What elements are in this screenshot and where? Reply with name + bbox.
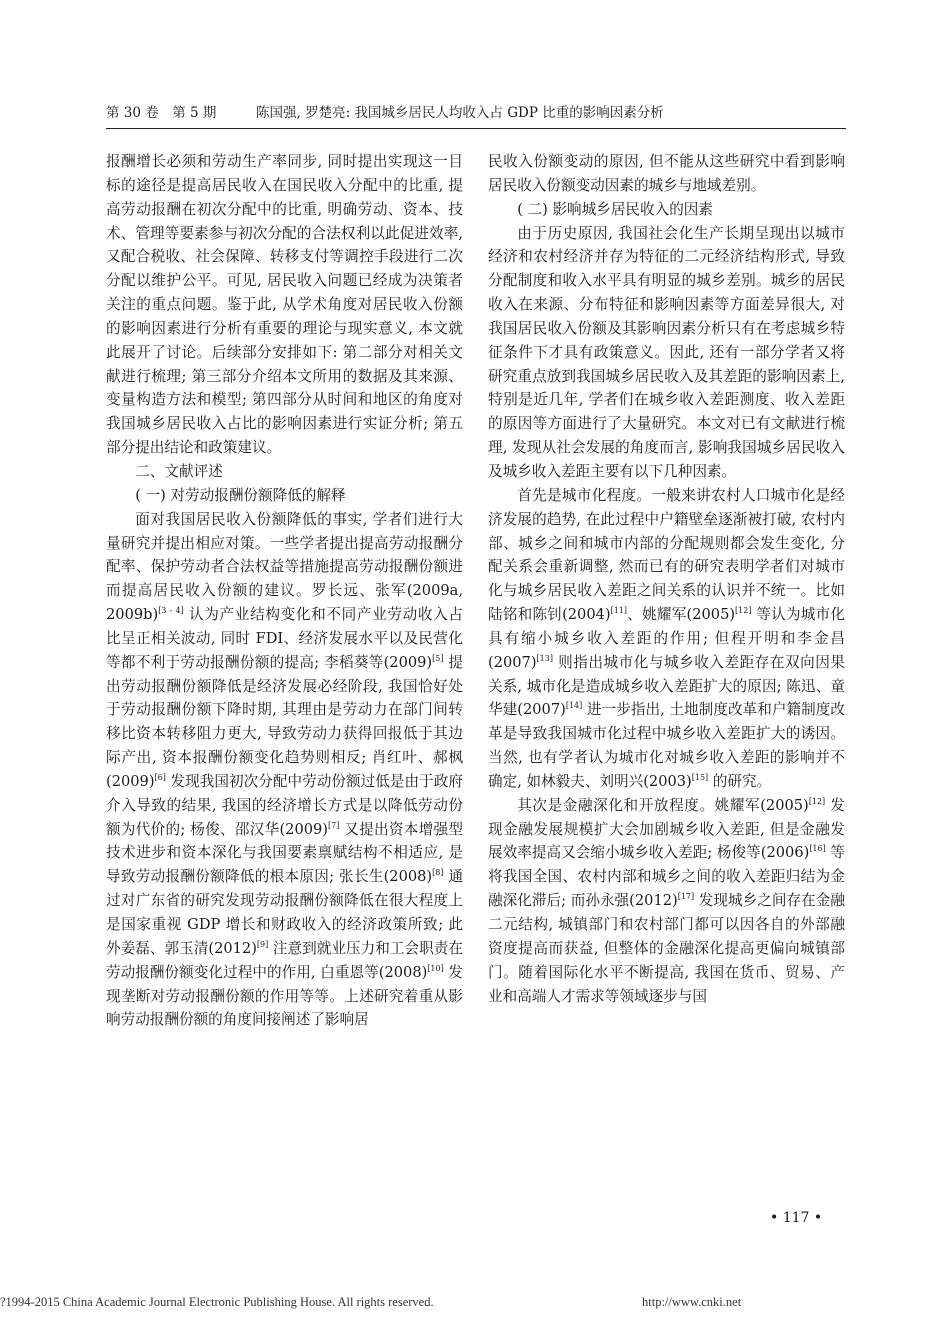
citation[interactable]: [15] [691,773,709,783]
right-column [488,150,845,1008]
text-run: 发现我国初次分配中劳动份额过低是由于政府介入导致的结果, 我国的经济增长方式是以降低劳动份额为代价的; 杨俊、邵汉华(2009) [106,772,463,838]
running-header [106,104,846,122]
text-run: 提出劳动报酬份额降低是经济发展必经阶段, 我国恰好处于劳动报酬份额下降时期, 其理由是劳动力在部门间转移比资本转移阻力更大, 导致劳动力获得回报低于其边际产出, 资本报酬份额变化趋势则相反; 肖红叶、郝枫(2009) [106,653,463,790]
text-run: 认为产业结构变化和不同产业劳动收入占比呈正相关波动, 同时 FDI、经济发展水平以及民营化等都不利于劳动报酬份额的提高; 李稻葵等(2009) [106,606,464,671]
citation[interactable]: [12] [808,796,826,806]
text-run: 发现垄断对劳动报酬份额的作用等等。上述研究着重从影响劳动报酬份额的角度间接阐述了影响居 [106,963,463,1029]
text-run: 等将我国全国、农村内部和城乡之间的收入差距归结为金融深化滞后; 而孙永强(2012) [488,844,845,910]
text-run: 进一步指出, 土地制度改革和户籍制度改革是导致我国城市化过程中城乡收入差距扩大的诱因。当然, 也有学者认为城市化对城乡收入差距的影响并不确定, 如林毅夫、刘明兴(2003) [488,701,846,790]
paragraph: 民收入份额变动的原因, 但不能从这些研究中看到影响居民收入份额变动因素的城乡与地域差别。 [488,153,845,194]
text-run: 发现城乡之间存在金融二元结构, 城镇部门和农村部门都可以因各自的外部融资度提高而获益, 但整体的金融深化提高更偏向城镇部门。随着国际化水平不断提高, 我国在货币、贸易、产业和高端人才需求等领域逐步与国 [488,892,845,1005]
citation[interactable]: [17] [677,892,695,902]
paragraph: 由于历史原因, 我国社会化生产长期呈现出以城市经济和农村经济并存为特征的二元经济结构形式, 导致分配制度和收入水平具有明显的城乡差别。城乡的居民收入在来源、分布特征和影响因素等方面差异很大, 对我国居民收入份额及其影响因素分析只有在考虑城乡特征条件下才具有政策意义。因此, 还有一部分学者又将研究重点放到我国城乡居民收入及其差距的影响因素上, 特别是近几年, 学者们在城乡收入差距测度、收入差距的原因等方面进行了大量研究。本文对已有文献进行梳理, 发现从社会发展的角度而言, 影响我国城乡居民收入及城乡收入差距主要有以下几种因素。 [488,224,845,480]
citation[interactable]: [9] [256,939,269,949]
citation[interactable]: [10] [427,963,444,973]
citation[interactable]: [16] [809,844,826,854]
copyright-notice: ?1994-2015 China Academic Journal Electronic Publishing House. All rights reserved. [0,1295,434,1309]
citation[interactable]: [11] [610,606,628,616]
paragraph [488,484,845,794]
text-run: 其次是金融深化和开放程度。姚耀军(2005) [517,796,809,814]
citation[interactable]: [3 - 4] [158,606,184,616]
citation[interactable]: [5] [432,653,444,663]
text-run: 首先是城市化程度。一般来讲农村人口城市化是经济发展的趋势, 在此过程中户籍壁垒逐渐被打破, 农村内部、城乡之间和城市内部的分配规则都会发生变化, 分配关系会重新调整, 然而已有的研究表明学者们对城市化与城乡居民收入差距之间关系的认识并不统一。比如陆铭和陈钊(2004) [488,486,845,624]
header-authors-title: 陈国强, 罗楚亮: 我国城乡居民人均收入占 GDP 比重的影响因素分析 [256,105,664,121]
citation[interactable]: [12] [735,606,752,616]
citation[interactable]: [7] [328,820,340,830]
text-run: 等认为城市化具有缩小城乡收入差距的作用; 但程开明和李金昌(2007) [488,606,846,671]
section-heading: 二、文献评述 [135,462,223,480]
citation[interactable]: [6] [154,773,166,783]
citation[interactable]: [13] [536,653,553,663]
text-run: 、姚耀军(2005) [627,606,736,624]
paragraph [488,794,845,1009]
text-run: 面对我国居民收入份额降低的事实, 学者们进行大量研究并提出相应对策。一些学者提出提高劳动报酬分配率、保护劳动者合法权益等措施提高劳动报酬份额进而提高居民收入份额的建议。罗长远、张军(2009a, 2009b) [106,510,463,624]
citation[interactable]: [14] [565,701,583,711]
header-rule [106,128,846,129]
left-column [106,150,463,1032]
text-run: 通过对广东省的研究发现劳动报酬份额降低在很大程度上是国家重视 GDP 增长和财政收入的经济政策所致; 此外姜磊、郭玉清(2012) [106,868,463,957]
paragraph [106,508,463,1033]
footer-url[interactable]: http://www.cnki.net [642,1295,742,1309]
subsection-heading: ( 一) 对劳动报酬份额降低的解释 [135,486,346,504]
text-run: 发现金融发展规模扩大会加剧城乡收入差距, 但是金融发展效率提高又会缩小城乡收入差距; 杨俊等(2006) [488,796,846,862]
text-run: 又提出资本增强型技术进步和资本深化与我国要素禀赋结构不相适应, 是导致劳动报酬份额降低的根本原因; 张长生(2008) [106,820,463,886]
text-run: 的研究。 [708,772,772,790]
text-run: 注意到就业压力和工会职责在劳动报酬份额变化过程中的作用, 白重恩等(2008) [106,939,464,981]
paragraph: 报酬增长必须和劳动生产率同步, 同时提出实现这一目标的途径是提高居民收入在国民收入分配中的比重, 提高劳动报酬在初次分配中的比重, 明确劳动、资本、技术、管理等要素参与初次分配的合法权利以此促进效率, 又配合税收、社会保障、转移支付等调控手段进行二次分配以维护公平。可见, 居民收入问题已经成为决策者关注的重点问题。鉴于此, 从学术角度对居民收入份额的影响因素进行分析有重要的理论与现实意义, 本文就此展开了讨论。后续部分安排如下: 第二部分对相关文献进行梳理; 第三部分介绍本文所用的数据及其来源、变量构造方法和模型; 第四部分从时间和地区的角度对我国城乡居民收入占比的影响因素进行实证分析; 第五部分提出结论和政策建议。 [106,153,463,457]
volume-issue: 第 30 卷 第 5 期 [106,105,217,121]
text-run: 则指出城市化与城乡收入差距存在双向因果关系, 城市化是造成城乡收入差距扩大的原因; 陈迅、童华建(2007) [488,653,845,719]
citation[interactable]: [8] [432,868,444,878]
subsection-heading: ( 二) 影响城乡居民收入的因素 [517,200,713,218]
page-number: • 117 • [770,1210,823,1226]
